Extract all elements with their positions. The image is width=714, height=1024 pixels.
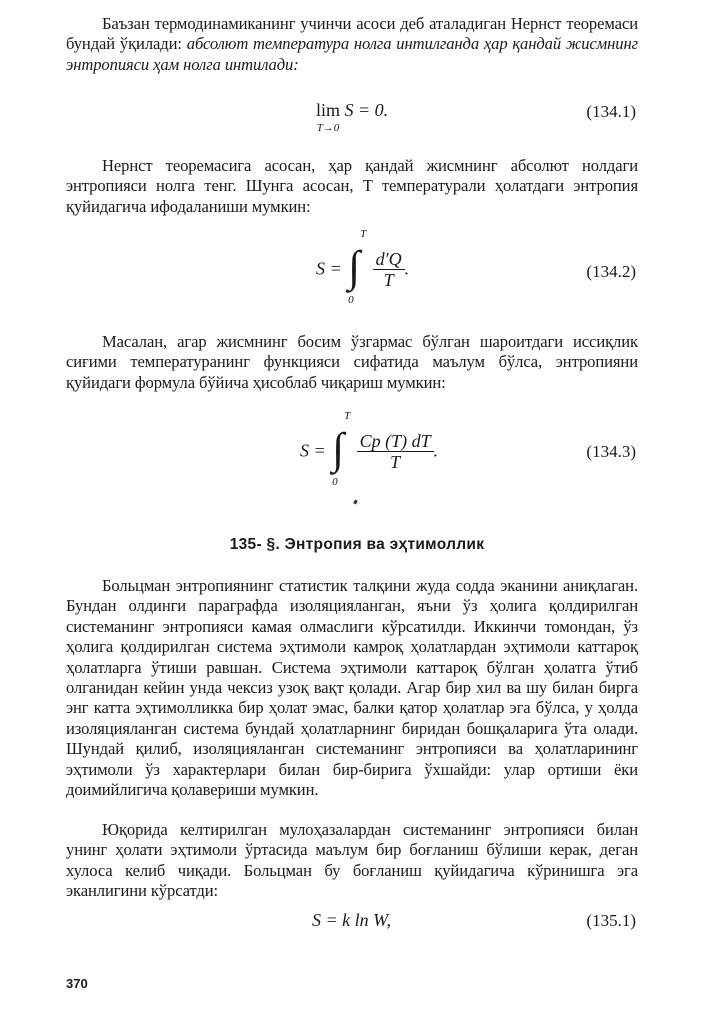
- fraction-denominator: T: [390, 451, 401, 472]
- integral-upper-limit: T: [344, 410, 351, 422]
- equation-number: (135.1): [586, 911, 636, 930]
- integral-sign: ∫ T 0: [332, 410, 351, 488]
- fraction-numerator: d′Q: [373, 249, 405, 270]
- paragraph-nernst-theorem: [66, 14, 638, 75]
- paragraph-text: Баъзан термодинамиканинг учинчи асоси деб аталадиган Нернст теоремаси бундай ўқилади:: [66, 14, 638, 54]
- theorem-statement-italic: абсолют температура нолга интилганда ҳар қандай жисмнинг энтропияси ҳам нолга интилади:: [66, 34, 638, 74]
- print-speck: [353, 500, 358, 505]
- fraction: [373, 249, 405, 290]
- page-number: 370: [66, 976, 88, 991]
- formula-lhs: S =: [316, 258, 342, 279]
- integral-lower-limit: 0: [348, 294, 354, 306]
- equation-number: (134.1): [586, 102, 636, 121]
- fraction-denominator: T: [383, 269, 394, 290]
- formula-body: [300, 410, 439, 488]
- formula-expression: S = k ln W,: [312, 910, 391, 930]
- formula-period: .: [404, 258, 410, 279]
- formula-body: [316, 100, 388, 133]
- paragraph-entropy-zero: Нернст теоремасига асосан, ҳар қандай жисмнинг абсолют нолдаги энтропияси нолга тенг. Шунга асосан, T температурали ҳолатдаги энтропия қуйидагича ифодаланиши мумкин:: [66, 156, 638, 216]
- formula-body: [316, 228, 410, 306]
- formula-period: .: [433, 440, 439, 461]
- integral-upper-limit: T: [360, 228, 367, 240]
- limit-operator: lim T→0: [316, 100, 341, 134]
- formula-expression: S = 0.: [344, 100, 389, 120]
- formula-lhs: S =: [300, 440, 326, 461]
- paragraph-entropy-probability: Юқорида келтирилган мулоҳазалардан системанинг энтропияси билан унинг ҳолати эҳтимоли ўртасида маълум бир боғланиш бўлиши керак, деган хулоса келиб чиқади. Больцман бу боғланиш қуйидагича кўринишга эга эканлигини кўрсатди:: [66, 820, 638, 901]
- equation-number: (134.2): [586, 262, 636, 281]
- section-heading: 135- §. Энтропия ва эҳтимоллик: [229, 536, 485, 553]
- equation-number: (134.3): [586, 442, 636, 461]
- paragraph-heat-capacity: Масалан, агар жисмнинг босим ўзгармас бўлган шароитдаги иссиқлик сиғими температуранинг функцияси сифатида маълум бўлса, энтропияни қуйидаги формула бўйича ҳисоблаб чиқариш мумкин:: [66, 332, 638, 392]
- integral-sign: ∫ T 0: [348, 228, 367, 306]
- fraction-numerator: Cp (T) dT: [357, 431, 434, 452]
- fraction: [357, 431, 434, 472]
- paragraph-boltzmann-interpretation: Больцман энтропиянинг статистик талқини жуда содда эканини аниқлаган. Бундан олдинги параграфда изоляцияланган, яъни ўз ҳолига қолдирилган системанинг энтропияси камая олмаслиги кўрсатилди. Иккинчи томондан, ўз ҳолига қолдирилган система эҳтимоли камроқ ҳолатлардан эҳтимоли каттароқ ҳолатларга ўтиши равшан. Система эҳтимоли каттароқ бўлган ҳолатга ўтиб олганидан кейин унда чексиз узоқ вақт қолади. Агар бир хил ва шу билан бирга энг катта эҳтимолликка бир ҳолат эмас, балки қатор ҳолатлар эга бўлса, у ҳолда изоляцияланган система бундай ҳолатларнинг биридан бошқаларига ўта олади. Шундай қилиб, изоляцияланган системанинг энтропияси ва ҳолатларининг эҳтимоли ўз характерлари билан бир-бирига ўхшайди: улар ортиши ёки доимийлигича қолавериши мумкин.: [66, 576, 638, 800]
- limit-subscript: T→0: [316, 122, 340, 134]
- integral-lower-limit: 0: [332, 476, 338, 488]
